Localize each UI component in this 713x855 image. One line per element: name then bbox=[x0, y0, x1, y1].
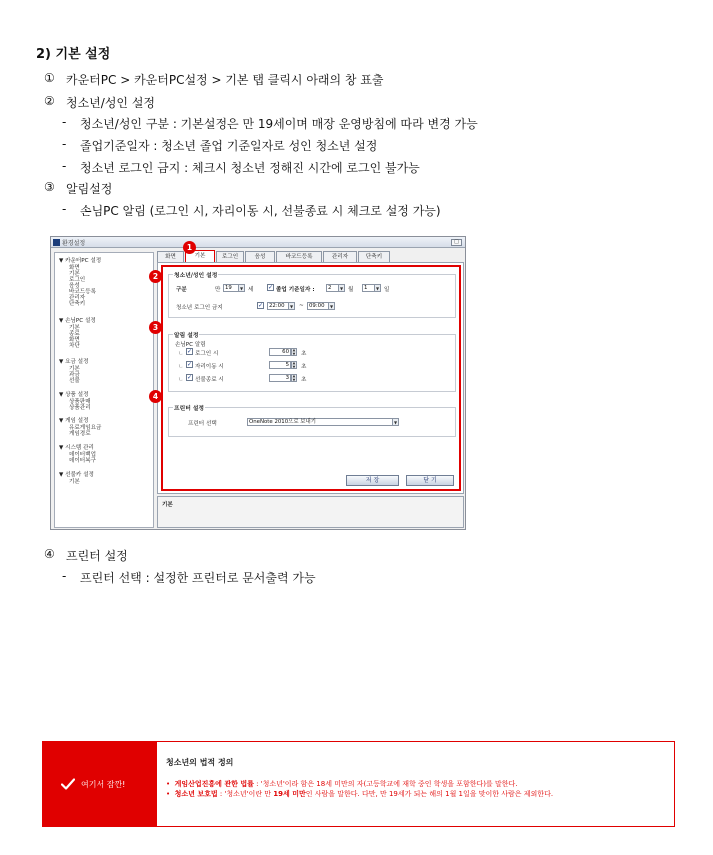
month-field[interactable]: 2 bbox=[326, 284, 339, 292]
month-dropdown[interactable]: ▼ bbox=[339, 286, 344, 291]
tip-line-2: • 청소년 보호법 : '청소년'이란 만 19세 미만인 사람을 말한다. 다만, 만 19세가 되는 해의 1월 1일을 맞이한 사람은 제외한다. bbox=[166, 790, 554, 798]
tree-item[interactable]: 관리자 bbox=[69, 295, 86, 301]
tip-line-2-text: : '청소년'이란 만 bbox=[217, 790, 274, 798]
login-alarm-spinner[interactable] bbox=[291, 348, 297, 356]
youth-group-title: 청소년/성인 설정 bbox=[173, 270, 218, 279]
spin-up-icon[interactable]: ▲ bbox=[292, 348, 296, 352]
from-time-field[interactable]: 22:00 bbox=[267, 302, 289, 310]
status-text: 기본 bbox=[162, 502, 173, 508]
tree-item[interactable]: 기본 bbox=[69, 325, 80, 331]
item-text: 청소년/성인 설정 bbox=[66, 96, 156, 110]
tip-line-2-emphasis: 19세 미만 bbox=[273, 790, 306, 798]
tree-group-guest[interactable]: ▼ 손님PC 설정 bbox=[59, 318, 96, 324]
move-alarm-unit: 초 bbox=[301, 364, 307, 370]
move-alarm-label: 자리이동 시 bbox=[195, 364, 224, 370]
app-icon bbox=[53, 239, 60, 246]
tree-item[interactable]: 선불 bbox=[69, 378, 80, 384]
item-text: 졸업기준일자 : 청소년 졸업 기준일자로 성인 청소년 설정 bbox=[80, 139, 378, 153]
tip-line-2-rest: 인 사람을 말한다. 다만, 만 19세가 되는 해의 1월 1일을 맞이한 사람은 제외한다. bbox=[305, 790, 554, 798]
tree-group-counter[interactable]: ▼ 카운터PC 설정 bbox=[59, 258, 102, 264]
tip-box bbox=[42, 741, 675, 827]
prepaid-end-alarm-checkbox[interactable]: ✓ bbox=[187, 374, 193, 381]
tab-shortcut[interactable]: 단축키 bbox=[358, 251, 390, 263]
tip-box-label: 여기서 잠깐! bbox=[81, 780, 126, 789]
tree-item[interactable]: 데이터복구 bbox=[69, 458, 97, 464]
spin-down-icon[interactable]: ▼ bbox=[292, 351, 296, 356]
item-text: 카운터PC > 카운터PC설정 > 기본 탭 클릭시 아래의 창 표출 bbox=[66, 73, 384, 87]
tree-item[interactable]: 바코드등록 bbox=[69, 289, 97, 295]
prepaid-end-alarm-seconds[interactable]: 3 bbox=[269, 374, 291, 382]
youth-settings-group bbox=[168, 274, 456, 318]
grad-label: 졸업 기준일자 : bbox=[276, 287, 315, 293]
item-marker: - bbox=[62, 202, 67, 216]
item-text: 손님PC 알림 (로그인 시, 자리이동 시, 선불종료 시 체크로 설정 가능) bbox=[80, 204, 441, 218]
tree-group-product[interactable]: ▼ 상품 설정 bbox=[59, 392, 89, 398]
item-marker: ① bbox=[44, 71, 55, 85]
move-alarm-spinner[interactable] bbox=[291, 361, 297, 369]
printer-group-title: 프린터 설정 bbox=[173, 403, 205, 412]
printer-dropdown[interactable]: ▼ bbox=[393, 420, 398, 425]
tab-admin[interactable]: 관리자 bbox=[323, 251, 357, 263]
tab-barcode[interactable]: 바코드등록 bbox=[276, 251, 322, 263]
login-ban-label: 청소년 로그인 금지 bbox=[176, 305, 223, 311]
age-field[interactable]: 19 bbox=[223, 284, 239, 292]
item-marker: ② bbox=[44, 94, 55, 108]
tree-connector: ㄴ bbox=[178, 351, 184, 357]
tree-item[interactable]: 기본 bbox=[69, 271, 80, 277]
tree-item[interactable]: 차단 bbox=[69, 343, 80, 349]
tab-voice[interactable]: 음성 bbox=[245, 251, 275, 263]
tip-box-title: 청소년의 법적 정의 bbox=[166, 758, 234, 767]
tilde: ~ bbox=[299, 303, 304, 309]
item-text: 프린터 설정 bbox=[66, 549, 128, 563]
item-text: 청소년/성인 구분 : 기본설정은 만 19세이며 매장 운영방침에 따라 변경 가능 bbox=[80, 117, 478, 131]
item-text: 알림설정 bbox=[66, 182, 113, 196]
window-title: 환경설정 bbox=[62, 240, 86, 247]
tab-screen[interactable]: 화면 bbox=[157, 251, 184, 263]
tree-item[interactable]: 기본 bbox=[69, 479, 80, 485]
printer-select[interactable]: OneNote 2010으로 보내기 bbox=[247, 418, 393, 426]
move-alarm-seconds[interactable]: 5 bbox=[269, 361, 291, 369]
login-alarm-label: 로그인 시 bbox=[195, 351, 219, 357]
tree-group-fee[interactable]: ▼ 요금 설정 bbox=[59, 359, 89, 365]
tree-item[interactable]: 상품관리 bbox=[69, 405, 91, 411]
item-marker: - bbox=[62, 115, 67, 129]
tree-item[interactable]: 단축키 bbox=[69, 301, 86, 307]
section-heading: 2) 기본 설정 bbox=[36, 47, 111, 62]
close-button[interactable]: 닫 기 bbox=[406, 475, 454, 486]
day-dropdown[interactable]: ▼ bbox=[375, 286, 380, 291]
tip-box-label-panel bbox=[43, 742, 157, 826]
grad-checkbox[interactable]: ✓ bbox=[268, 284, 274, 291]
callout-badge-1: 1 bbox=[183, 241, 196, 254]
age-unit: 세 bbox=[248, 287, 254, 293]
spin-up-icon[interactable]: ▲ bbox=[292, 361, 296, 365]
maximize-button[interactable]: □ bbox=[451, 239, 462, 246]
tree-item[interactable]: 화면 bbox=[69, 265, 80, 271]
login-ban-checkbox[interactable]: ✓ bbox=[258, 302, 264, 309]
settings-window-screenshot bbox=[50, 236, 466, 530]
item-marker: ④ bbox=[44, 547, 55, 561]
callout-badge-3: 3 bbox=[149, 321, 162, 334]
to-time-dropdown[interactable]: ▼ bbox=[329, 304, 334, 309]
tip-line-1-law: 게임산업진흥에 관한 법률 bbox=[174, 780, 254, 788]
item-marker: ③ bbox=[44, 180, 55, 194]
tree-item[interactable]: 화면 bbox=[69, 337, 80, 343]
save-button[interactable]: 저 장 bbox=[346, 475, 399, 486]
window-titlebar bbox=[51, 237, 465, 248]
tree-item[interactable]: 게임경로 bbox=[69, 431, 91, 437]
spin-up-icon[interactable]: ▲ bbox=[292, 374, 296, 378]
tree-item[interactable]: 상품판매 bbox=[69, 399, 91, 405]
tree-connector: ㄴ bbox=[178, 377, 184, 383]
prepaid-end-alarm-unit: 초 bbox=[301, 377, 307, 383]
move-alarm-checkbox[interactable]: ✓ bbox=[187, 361, 193, 368]
callout-badge-4: 4 bbox=[149, 390, 162, 403]
status-area bbox=[157, 496, 464, 528]
tree-item[interactable]: 과금 bbox=[69, 372, 80, 378]
tree-item[interactable]: 음성 bbox=[69, 283, 80, 289]
age-dropdown[interactable]: ▼ bbox=[239, 286, 244, 291]
settings-tree bbox=[54, 252, 154, 528]
day-unit: 일 bbox=[384, 287, 390, 293]
login-alarm-checkbox[interactable]: ✓ bbox=[187, 348, 193, 355]
tip-line-1: • 게임산업진흥에 관한 법률 : '청소년'이라 함은 18세 미만의 자(고등학교에 재학 중인 학생을 포함한다)를 말한다. bbox=[166, 780, 518, 788]
item-marker: - bbox=[62, 137, 67, 151]
day-field[interactable]: 1 bbox=[362, 284, 375, 292]
man-label: 만 bbox=[215, 287, 221, 293]
item-marker: - bbox=[62, 159, 67, 173]
tab-login[interactable]: 로그인 bbox=[216, 251, 244, 263]
tree-group-prepaid[interactable]: ▼ 선불카 설정 bbox=[59, 472, 94, 478]
tree-item[interactable]: 로그인 bbox=[69, 277, 86, 283]
prepaid-end-alarm-label: 선불종료 시 bbox=[195, 377, 224, 383]
tree-item[interactable]: 데이터백업 bbox=[69, 452, 97, 458]
tree-item[interactable]: 종료 bbox=[69, 331, 80, 337]
login-alarm-seconds[interactable]: 60 bbox=[269, 348, 291, 356]
callout-badge-2: 2 bbox=[149, 270, 162, 283]
gubun-label: 구분 bbox=[176, 287, 187, 293]
tree-group-system[interactable]: ▼ 시스템 관리 bbox=[59, 445, 94, 451]
check-icon bbox=[61, 777, 75, 791]
item-marker: - bbox=[62, 569, 67, 583]
settings-panel bbox=[157, 262, 464, 494]
tab-basic[interactable]: 기본 bbox=[185, 250, 215, 263]
guest-alarm-label: 손님PC 알림 bbox=[175, 342, 206, 348]
item-text: 프린터 선택 : 설정한 프린터로 문서출력 가능 bbox=[80, 571, 316, 585]
tip-box-body bbox=[166, 779, 666, 799]
tip-line-1-text: : '청소년'이라 함은 18세 미만의 자(고등학교에 재학 중인 학생을 포함한다)를 말한다. bbox=[253, 780, 518, 788]
item-text: 청소년 로그인 금지 : 체크시 청소년 정해진 시간에 로그인 불가능 bbox=[80, 161, 420, 175]
prepaid-end-alarm-spinner[interactable] bbox=[291, 374, 297, 382]
tree-item[interactable]: 기본 bbox=[69, 366, 80, 372]
tree-connector: ㄴ bbox=[178, 364, 184, 370]
tip-line-2-law: 청소년 보호법 bbox=[174, 790, 218, 798]
printer-select-label: 프린터 선택 bbox=[188, 421, 217, 427]
tree-group-game[interactable]: ▼ 게임 설정 bbox=[59, 418, 89, 424]
tree-item[interactable]: 유료게임요금 bbox=[69, 425, 102, 431]
from-time-dropdown[interactable]: ▼ bbox=[289, 304, 294, 309]
month-unit: 월 bbox=[348, 287, 354, 293]
login-alarm-unit: 초 bbox=[301, 351, 307, 357]
spin-down-icon[interactable]: ▼ bbox=[292, 377, 296, 382]
spin-down-icon[interactable]: ▼ bbox=[292, 364, 296, 369]
alarm-group-title: 알림 설정 bbox=[173, 330, 199, 339]
to-time-field[interactable]: 09:00 bbox=[307, 302, 329, 310]
